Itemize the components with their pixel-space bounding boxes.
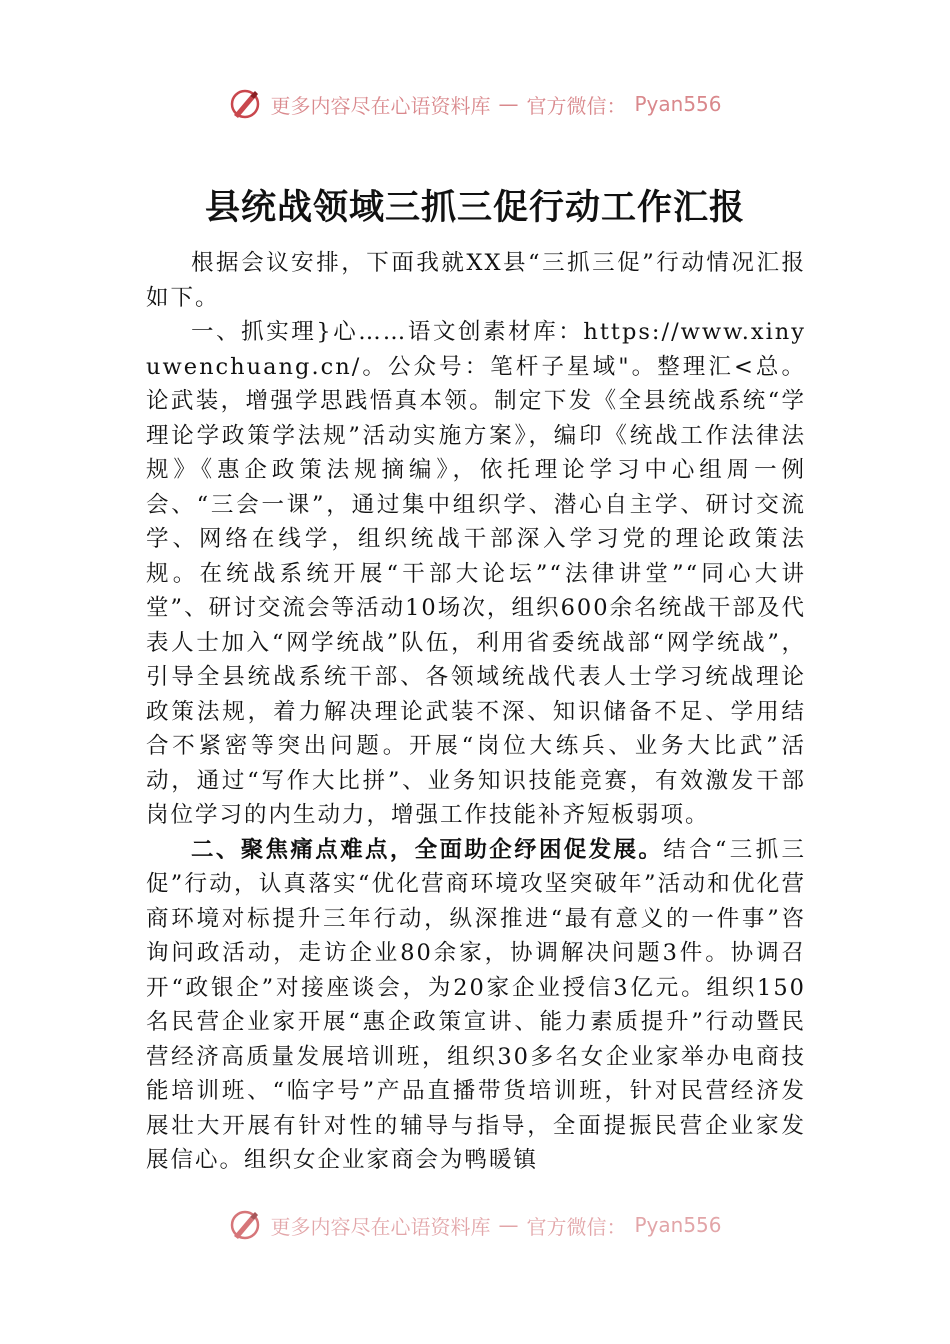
watermark-separator: — <box>498 92 519 116</box>
section-2-heading: 二、聚焦痛点难点，全面助企纾困促发展。 <box>191 836 664 863</box>
watermark-wechat-label: 官方微信： <box>526 1214 627 1239</box>
watermark-wechat-label: 官方微信： <box>526 93 627 118</box>
watermark-text: 更多内容尽在心语资料库 <box>270 93 491 118</box>
section-2-body: 结合“三抓三促”行动，认真落实“优化营商环境攻坚突破年”活动和优化营商环境对标提升三年行动，纵深推进“最有意义的一件事”咨询问政活动，走访企业80余家，协调解决问题3件。协调召开“政银企”对接座谈会，为20家企业授信3亿元。组织150名民营企业家开展“惠企政策宣讲、能力素质提升”行动暨民营经济高质量发展培训班，组织30多名女企业家举办电商技能培训班、“临字号”产品直播带货培训班，针对民营经济发展壮大开展有针对性的辅导与指导，全面提振民营企业家发展信心。组织女企业家商会为鸭暖镇 <box>146 836 806 1173</box>
pen-logo-icon <box>228 1208 262 1242</box>
footer-watermark <box>0 1205 950 1245</box>
watermark-wechat-id: Pyan556 <box>634 1213 722 1237</box>
document-title: 县统战领域三抓三促行动工作汇报 <box>204 187 745 228</box>
section-2-paragraph <box>146 833 806 1178</box>
intro-paragraph: 根据会议安排，下面我就XX县“三抓三促”行动情况汇报如下。 <box>146 250 806 311</box>
section-1-paragraph: 一、抓实理}心……语文创素材库：https://www.xinyuwenchuang.cn/。公众号：笔杆子星域"。整理汇<总。论武装，增强学思践悟真本领。制定下发《全县统战系统“学理论学政策学法规”活动实施方案》，编印《统战工作法律法规》《惠企政策法规摘编》，依托理论学习中心组周一例会、“三会一课”，通过集中组织学、潜心自主学、研讨交流学、网络在线学，组织统战干部深入学习党的理论政策法规。在统战系统开展“干部大论坛”“法律讲堂”“同心大讲堂”、研讨交流会等活动10场次，组织600余名统战干部及代表人士加入“网学统战”队伍，利用省委统战部“网学统战”，引导全县统战系统干部、各领域统战代表人士学习统战理论政策法规，着力解决理论武装不深、知识储备不足、学用结合不紧密等突出问题。开展“岗位大练兵、业务大比武”活动，通过“写作大比拼”、业务知识技能竞赛，有效激发干部岗位学习的内生动力，增强工作技能补齐短板弱项。 <box>146 319 806 828</box>
document-body <box>146 246 806 1214</box>
watermark-wechat-id: Pyan556 <box>634 92 722 116</box>
pen-logo-icon <box>228 87 262 121</box>
watermark-text: 更多内容尽在心语资料库 <box>270 1214 491 1239</box>
watermark-separator: — <box>498 1213 519 1237</box>
header-watermark <box>0 84 950 124</box>
